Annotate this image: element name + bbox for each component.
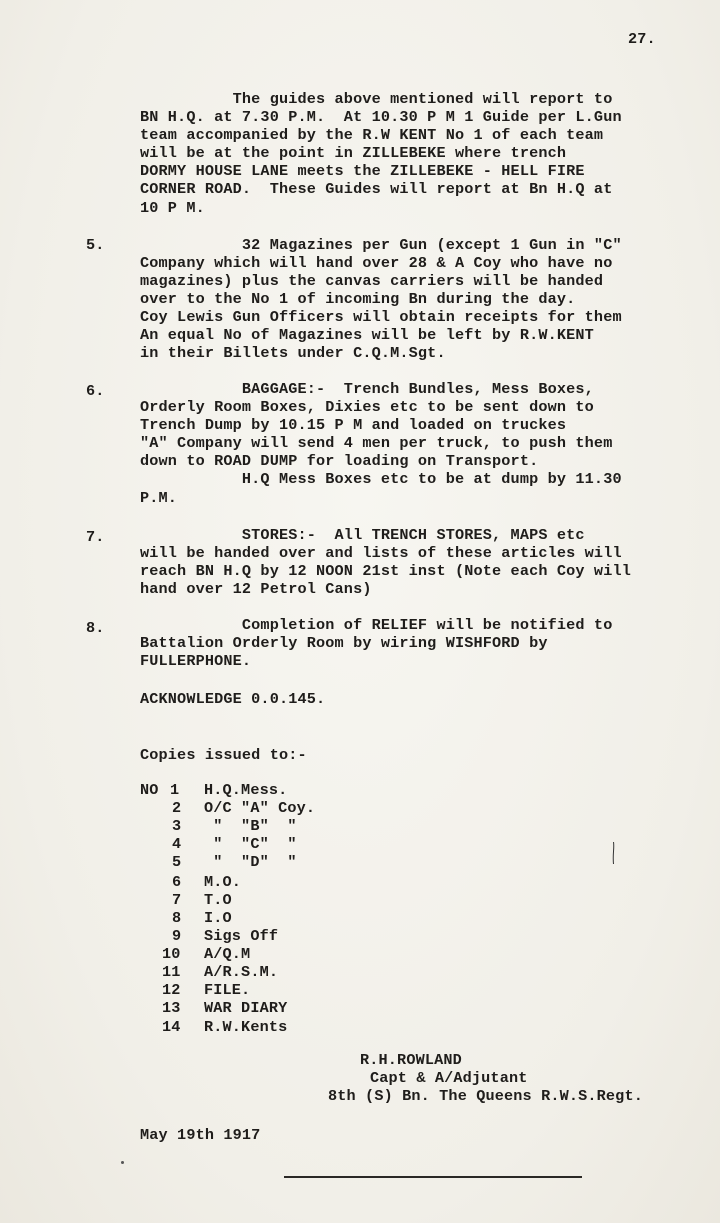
paragraph-line: BAGGAGE:- Trench Bundles, Mess Boxes, bbox=[140, 380, 594, 398]
paragraph-line: in their Billets under C.Q.M.Sgt. bbox=[140, 344, 446, 362]
paragraph-line: STORES:- All TRENCH STORES, MAPS etc bbox=[140, 526, 585, 544]
copy-recipient: " "D" " bbox=[204, 853, 297, 871]
copy-recipient: H.Q.Mess. bbox=[204, 781, 288, 799]
paragraph-number: 8. bbox=[86, 619, 105, 637]
paragraph-number: 7. bbox=[86, 528, 105, 546]
paragraph-line: FULLERPHONE. bbox=[140, 652, 252, 670]
copy-recipient: O/C "A" Coy. bbox=[204, 799, 316, 817]
copy-recipient: T.O bbox=[204, 891, 232, 909]
paragraph-line: hand over 12 Petrol Cans) bbox=[140, 580, 372, 598]
copy-recipient: " "C" " bbox=[204, 835, 297, 853]
intro-line: BN H.Q. at 7.30 P.M. At 10.30 P M 1 Guide per L.Gun bbox=[140, 108, 622, 126]
copy-number: 2 bbox=[172, 799, 182, 817]
copy-recipient: R.W.Kents bbox=[204, 1018, 288, 1036]
signatory-name: R.H.ROWLAND bbox=[360, 1051, 462, 1069]
copy-recipient: A/R.S.M. bbox=[204, 963, 279, 981]
paragraph-line: H.Q Mess Boxes etc to be at dump by 11.30 bbox=[140, 470, 622, 488]
bottom-rule bbox=[284, 1176, 582, 1178]
copy-number: 13 bbox=[162, 999, 181, 1017]
copies-prefix: NO bbox=[140, 781, 159, 799]
paragraph-line: "A" Company will send 4 men per truck, to push them bbox=[140, 434, 613, 452]
copy-recipient: A/Q.M bbox=[204, 945, 251, 963]
pen-mark-icon bbox=[612, 842, 615, 864]
copy-number: 6 bbox=[172, 873, 182, 891]
signatory-rank: Capt & A/Adjutant bbox=[370, 1069, 528, 1087]
copy-recipient: FILE. bbox=[204, 981, 251, 999]
copy-number: 10 bbox=[162, 945, 181, 963]
paragraph-line: over to the No 1 of incoming Bn during the day. bbox=[140, 290, 576, 308]
copy-number: 3 bbox=[172, 817, 182, 835]
paragraph-line: down to ROAD DUMP for loading on Transport. bbox=[140, 452, 539, 470]
copy-recipient: M.O. bbox=[204, 873, 242, 891]
paragraph-number: 5. bbox=[86, 236, 105, 254]
copy-number: 9 bbox=[172, 927, 182, 945]
copy-number: 11 bbox=[162, 963, 181, 981]
paragraph-line: Completion of RELIEF will be notified to bbox=[140, 616, 613, 634]
copy-number: 1 bbox=[170, 781, 180, 799]
page-number: 27. bbox=[628, 30, 656, 48]
copy-number: 5 bbox=[172, 853, 182, 871]
paragraph-line: magazines) plus the canvas carriers will be handed bbox=[140, 272, 604, 290]
copy-number: 4 bbox=[172, 835, 182, 853]
signatory-unit: 8th (S) Bn. The Queens R.W.S.Regt. bbox=[328, 1087, 643, 1105]
paragraph-line: reach BN H.Q by 12 NOON 21st inst (Note each Coy will bbox=[140, 562, 631, 580]
paragraph-line: 32 Magazines per Gun (except 1 Gun in "C" bbox=[140, 236, 622, 254]
paragraph-number: 6. bbox=[86, 382, 105, 400]
paragraph-line: Coy Lewis Gun Officers will obtain receipts for them bbox=[140, 308, 622, 326]
paragraph-line: Battalion Orderly Room by wiring WISHFORD by bbox=[140, 634, 548, 652]
copy-number: 14 bbox=[162, 1018, 181, 1036]
intro-line: 10 P M. bbox=[140, 199, 205, 217]
copy-recipient: " "B" " bbox=[204, 817, 297, 835]
copy-number: 7 bbox=[172, 891, 182, 909]
copies-heading: Copies issued to:- bbox=[140, 746, 307, 764]
intro-line: The guides above mentioned will report to bbox=[140, 90, 613, 108]
copy-number: 12 bbox=[162, 981, 181, 999]
copy-recipient: WAR DIARY bbox=[204, 999, 288, 1017]
paragraph-line: will be handed over and lists of these articles will bbox=[140, 544, 622, 562]
paragraph-line: Orderly Room Boxes, Dixies etc to be sent down to bbox=[140, 398, 594, 416]
intro-line: team accompanied by the R.W KENT No 1 of each team bbox=[140, 126, 604, 144]
paragraph-line: An equal No of Magazines will be left by R.W.KENT bbox=[140, 326, 594, 344]
ink-dot bbox=[121, 1161, 124, 1164]
acknowledge-line: ACKNOWLEDGE 0.0.145. bbox=[140, 690, 326, 708]
intro-line: will be at the point in ZILLEBEKE where trench bbox=[140, 144, 567, 162]
document-date: May 19th 1917 bbox=[140, 1126, 261, 1144]
paragraph-line: Trench Dump by 10.15 P M and loaded on truckes bbox=[140, 416, 567, 434]
copy-number: 8 bbox=[172, 909, 182, 927]
copy-recipient: I.O bbox=[204, 909, 232, 927]
intro-line: CORNER ROAD. These Guides will report at Bn H.Q at bbox=[140, 180, 613, 198]
intro-line: DORMY HOUSE LANE meets the ZILLEBEKE - HELL FIRE bbox=[140, 162, 585, 180]
paragraph-line: P.M. bbox=[140, 489, 178, 507]
paragraph-line: Company which will hand over 28 & A Coy who have no bbox=[140, 254, 613, 272]
copy-recipient: Sigs Off bbox=[204, 927, 279, 945]
